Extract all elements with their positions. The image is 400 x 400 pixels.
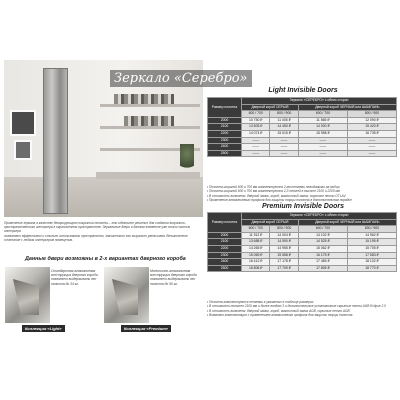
price-cell: 15 062 ₽ — [298, 245, 347, 252]
light-sub-width: 600 / 700 — [242, 111, 270, 118]
premium-notes — [207, 300, 397, 317]
price-cell: 15 705 ₽ — [347, 245, 396, 252]
table-row — [208, 130, 397, 137]
premium-note: • Возможно комплектация с применением алюминиевого профиля для защиты торцы полотна — [207, 312, 353, 317]
books — [114, 94, 174, 104]
books — [124, 116, 174, 126]
row-size: 2200 — [208, 130, 242, 137]
premium-header-box-gray: Дверной короб СЕРЫЙ — [242, 219, 299, 226]
description-paragraph: Применение зеркала в качестве декорирующего покрытия полотна – это идеальное решение для создания визуально-пространственного интерьера в ограниченном пространстве. Зеркальные двери в данном элементе уже стали частью интерьера — [4, 221, 191, 234]
premium-header-group: Зеркало «СЕРЕБРО» с обеих сторон — [242, 213, 397, 220]
price-cell: —— — [298, 150, 347, 157]
price-cell: 14 962 ₽ — [347, 232, 396, 239]
price-cell: —— — [242, 144, 270, 151]
row-size: 2100 — [208, 124, 242, 131]
row-size: 2200 — [208, 245, 242, 252]
table-row — [208, 124, 397, 131]
light-note: • В стоимость включены: дверной замок, короб, магнитный замок, скрытые петли OTLAV — [207, 193, 346, 198]
shelf — [100, 104, 200, 107]
row-size: 2500 — [208, 150, 242, 157]
row-size: 2500 — [208, 265, 242, 272]
premium-sub-width: 800 / 900 — [347, 226, 396, 233]
price-cell: 17 178 ₽ — [270, 259, 298, 266]
photo-title: Зеркало «Серебро» — [110, 70, 252, 87]
light-header-box-gray: Дверной короб СЕРЫЙ — [242, 104, 299, 111]
price-cell: 14 074 ₽ — [242, 130, 270, 137]
collection-light-text: Стандартная алюминиевая конструкция дверного короба позволяет выдерживать вес полотна до 34 кг. — [51, 269, 98, 286]
table-row — [208, 117, 397, 124]
price-cell: 14 265 ₽ — [242, 245, 270, 252]
price-cell: —— — [298, 137, 347, 144]
price-cell: 11 005 ₽ — [270, 117, 298, 124]
row-size: 2000 — [208, 232, 242, 239]
price-cell: 11 912 ₽ — [242, 232, 270, 239]
price-cell: 15 558 ₽ — [270, 252, 298, 259]
console-table — [96, 172, 200, 179]
price-cell: 15 958 ₽ — [298, 130, 347, 137]
premium-note: • В стоимости полотен 2100 мм и более входят 3 и дополнительные установочные скрытые петли AGB Eclipse 2.0 — [207, 304, 386, 309]
price-cell: —— — [242, 137, 270, 144]
price-cell: 12 090 ₽ — [347, 117, 396, 124]
premium-sub-width: 800 / 900 — [270, 226, 298, 233]
price-cell: —— — [270, 137, 298, 144]
shelf — [100, 126, 200, 129]
mirror-door — [43, 68, 68, 214]
light-sub-width: 800 / 900 — [270, 111, 298, 118]
light-note: • Полотна шириной 600 и 700 мм комплектуются 2-мя петлями невидимыми на выбор — [207, 185, 340, 189]
price-cell: 16 175 ₽ — [298, 252, 347, 259]
light-sub-width: 800 / 900 — [347, 111, 396, 118]
price-cell: 18 770 ₽ — [347, 265, 396, 272]
collection-premium — [103, 265, 199, 341]
row-size: 2000 — [208, 117, 242, 124]
wall-picture-small — [14, 140, 32, 160]
light-header-size: Размер полотна — [208, 98, 242, 118]
table-row — [208, 265, 397, 272]
price-cell: 13 688 ₽ — [242, 239, 270, 246]
price-cell: 17 709 ₽ — [270, 265, 298, 272]
price-cell: 11 565 ₽ — [298, 117, 347, 124]
premium-note: • Полотна комплектуются петлями в указанных в таблице размерах — [207, 300, 314, 304]
premium-sub-width: 600 / 700 — [298, 226, 347, 233]
premium-price-table — [207, 212, 397, 272]
row-size: 2300 — [208, 252, 242, 259]
price-cell: 16 412 ₽ — [242, 259, 270, 266]
price-cell: —— — [347, 150, 396, 157]
light-title: Light Invisible Doors — [268, 87, 338, 94]
premium-header-size: Размер полотна — [208, 213, 242, 233]
table-row — [208, 245, 397, 252]
price-cell: —— — [270, 150, 298, 157]
price-cell: 15 015 ₽ — [270, 130, 298, 137]
description-paragraph: позволяют эффективно и стильно использовать пространство, значительно его визуально увеличивая. Великолепное сочетание с любым интерьером помещения. — [4, 233, 188, 242]
price-cell: 16 735 ₽ — [347, 130, 396, 137]
light-notes — [207, 185, 397, 202]
price-cell: —— — [347, 137, 396, 144]
table-row — [208, 150, 397, 157]
row-size: 2400 — [208, 259, 242, 266]
frames-title: Данные двери возможны в 2-х вариантах дверного короба — [25, 256, 186, 262]
table-row — [208, 137, 397, 144]
price-cell: 14 000 ₽ — [298, 124, 347, 131]
profile-premium-image — [104, 267, 149, 323]
premium-title: Premium Invisible Doors — [261, 203, 345, 210]
price-cell: 14 525 ₽ — [298, 239, 347, 246]
collection-premium-text: Монолитно-алюминиевая конструкция дверного короба позволяет выдерживать вес полотна до 90 кг. — [150, 269, 197, 286]
light-note: • Полотна шириной 600 и 700 мм комплектуются 2-3 петлей в высоте 2100 и 2200 мм — [207, 189, 340, 194]
price-cell: 14 955 ₽ — [270, 245, 298, 252]
price-cell: 17 583 ₽ — [347, 252, 396, 259]
light-note: • Применение алюминиевого профиля для защиты торцы полотна в дополнительном порядке — [207, 197, 352, 202]
collection-premium-label: Коллекция «Premium» — [121, 325, 171, 332]
row-size: 2400 — [208, 144, 242, 151]
price-cell: —— — [242, 150, 270, 157]
photo-floor — [4, 177, 203, 217]
table-row — [208, 252, 397, 259]
price-cell: —— — [347, 144, 396, 151]
premium-note: • В стоимость включены: дверной замок, короб, магнитный замок AGB, скрытые петли AGB — [207, 308, 350, 313]
premium-sub-width: 600 / 700 — [242, 226, 270, 233]
price-cell: 10 750 ₽ — [242, 117, 270, 124]
price-cell: 14 590 ₽ — [270, 239, 298, 246]
price-cell: —— — [270, 144, 298, 151]
price-cell: 16 806 ₽ — [242, 265, 270, 272]
premium-header-box-black: Дверной короб ЧЕРНЫЙ или ШАМПАНЬ — [298, 219, 396, 226]
price-cell: —— — [298, 144, 347, 151]
plant — [180, 144, 194, 172]
table-row — [208, 239, 397, 246]
price-cell: 14 004 ₽ — [270, 232, 298, 239]
collection-light — [4, 265, 100, 341]
price-cell: 15 420 ₽ — [347, 124, 396, 131]
price-cell: 17 465 ₽ — [298, 259, 347, 266]
table-row — [208, 232, 397, 239]
profile-light-image — [5, 267, 50, 323]
row-size: 2100 — [208, 239, 242, 246]
price-cell: 15 069 ₽ — [242, 252, 270, 259]
price-cell: 14 450 ₽ — [270, 124, 298, 131]
price-cell: 14 102 ₽ — [298, 232, 347, 239]
price-cell: 18 102 ₽ — [347, 259, 396, 266]
table-row — [208, 144, 397, 151]
light-sub-width: 600 / 700 — [298, 111, 347, 118]
description — [4, 221, 203, 242]
price-cell: 13 605 ₽ — [242, 124, 270, 131]
light-header-box-black: Дверной короб ЧЕРНЫЙ или ШАМПАНЬ — [298, 104, 396, 111]
row-size: 2300 — [208, 137, 242, 144]
wall-picture — [10, 110, 36, 136]
light-price-table — [207, 97, 397, 157]
price-cell: 17 805 ₽ — [298, 265, 347, 272]
table-row — [208, 259, 397, 266]
collection-light-label: Коллекция «Light» — [22, 325, 65, 332]
light-header-group: Зеркало «СЕРЕБРО» с обеих сторон — [242, 98, 397, 105]
price-cell: 15 195 ₽ — [347, 239, 396, 246]
